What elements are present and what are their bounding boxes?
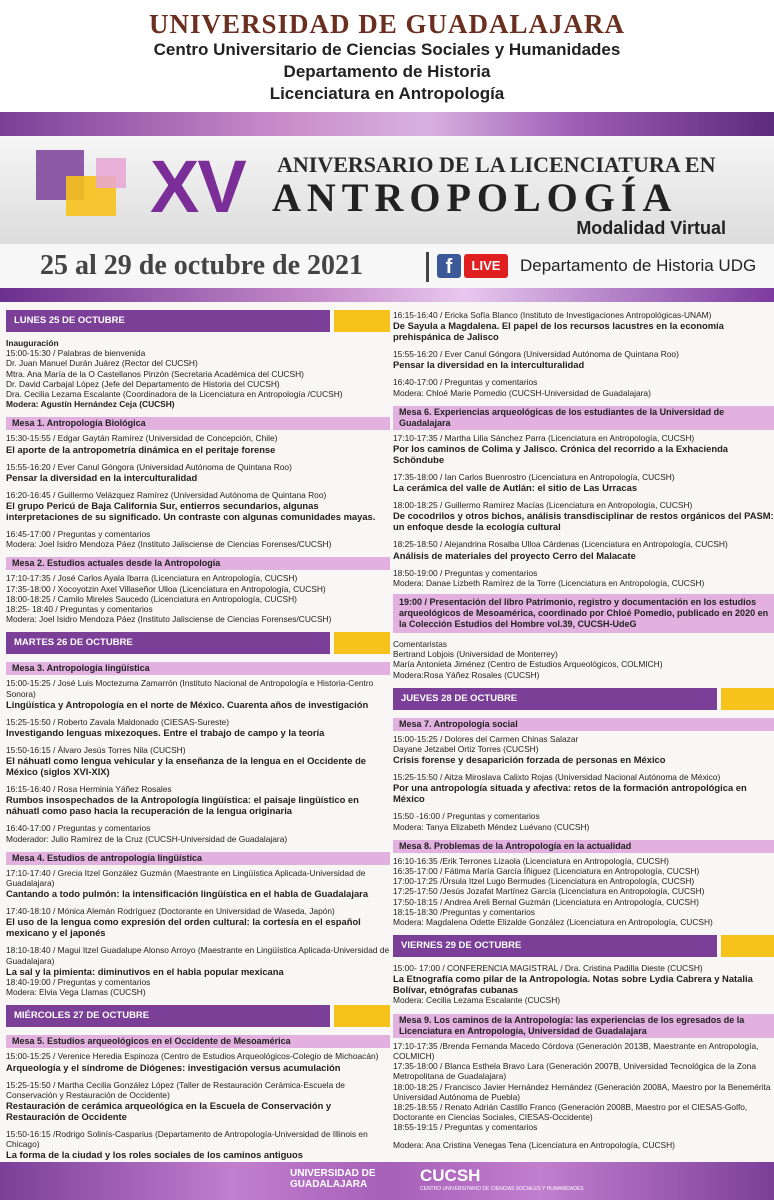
color-stripe-2 [0,288,774,302]
talk-speaker: 15:00-15:25 / Dolores del Carmen Chinas Salazar [393,733,579,744]
talk-title: Lingüística y Antropología en el norte de México. Cuarenta años de investigación [6,698,369,710]
commentators-label: Comentaristas [393,639,447,650]
talk-speaker: 15:25-15:50 / Martha Cecilia González López (Taller de Restauración Cerámica-Escuela de Conservación y Restauración de Occidente) [6,1079,345,1100]
talk-speaker: 17:35-18:00 / Ian Carlos Buenrostro (Licenciatura en Antropología, CUCSH) [393,472,675,483]
talk-title: Crisis forense y desaparición forzada de personas en México [393,754,666,766]
day-header: MARTES 26 DE OCTUBRE [6,632,330,654]
banner-line-3: Modalidad Virtual [576,218,726,238]
moderator-line: Modera: Chloé Marie Pomedio (CUCSH-Universidad de Guadalajara) [393,387,651,398]
mesa-header: Mesa 3. Antropología lingüística [6,662,390,675]
talk-speaker: 17:35-18:00 / Blanca Esthela Bravo Lara (Generación 2007B, Universidad Tecnológica de la Zona Metropolitana de Guadalajara) [393,1061,756,1082]
keynote-line: 15:00- 17:00 / CONFERENCIA MAGISTRAL / Dra. Cristina Padilla Dieste (CUCSH) [393,963,703,974]
inaug-line: Dr. David Carbajal López (Jefe del Departamento de Historia del CUCSH) [6,378,280,389]
pink-square [96,158,126,188]
date-band [0,244,774,288]
inaug-line: Dra. Cecilia Lezama Escalante (Coordinadora de la Licenciatura en Antropología /CUCSH) [6,389,343,400]
talk-speaker: 17:40-18:10 / Mónica Alemán Rodríguez (Doctorante en Universidad de Waseda, Japón) [6,906,335,917]
facebook-page-name[interactable]: Departamento de Historia UDG [520,256,757,275]
moderator-line: Modera: Tanya Elizabeth Méndez Luévano (CUCSH) [393,821,590,832]
qa-line: 18:50-19:00 / Preguntas y comentarios [393,567,538,578]
talk-title: Análisis de materiales del proyecto Cerro del Malacate [393,549,636,561]
talk-title: La cerámica del valle de Autlán: el sitio de Las Urracas [393,482,638,494]
divider [426,252,429,282]
day-header: LUNES 25 DE OCTUBRE [6,310,330,332]
talk-speaker: 16:15-16:40 / Ericka Sofía Blanco (Instituto de Investigaciones Antropológicas-UNAM) [393,310,712,320]
talk-speaker: 18:10-18:40 / Magui Itzel Guadalupe Alonso Arroyo (Maestrante en Lingüística Aplicada-Universidad de Guadalajara) [6,945,390,966]
moderator-line: Modera: Joel Isidro Mendoza Páez (Instituto Jalisciense de Ciencias Forenses/CUCSH) [6,614,332,625]
talk-title: De cocodrilos y otros bichos, análisis transdisciplinar de restos orgánicos del PASM: un enfoque desde la ecología cultural [393,510,774,533]
university-title: UNIVERSIDAD DE GUADALAJARA [148,9,626,39]
mesa-header: Mesa 2. Estudios actuales desde la Antropología [6,557,390,570]
banner-line-2: ANTROPOLOGÍA [272,175,678,220]
talk-speaker: 18:00-18:25 / Camilo Mireles Saucedo (Licenciatura en Antropología, CUCSH) [6,593,297,604]
talk-title: Arqueología y el síndrome de Diógenes: investigación versus acumulación [6,1061,341,1073]
talk-speaker: 18:25-18:55 / Renato Adrián Castillo Franco (Generación 2008B, Maestro por el CIESAS-Golfo, Doctorante en Ciencias Sociales, CIESAS-Occidente) [393,1101,748,1123]
moderator-line: Moderador: Julio Ramírez de la Cruz (CUCSH-Universidad de Guadalajara) [6,833,288,844]
talk-speaker: 15:50-16:15 / Álvaro Jesús Torres Nila (CUCSH) [6,745,186,756]
moderator-line: Modera: Danae Lizbeth Ramírez de la Torre (Licenciatura en Antropología, CUCSH) [393,577,705,588]
talk-speaker: 15:00-15:25 / Verenice Heredia Espinoza (Centro de Estudios Arqueológicos-Colegio de Michoacán) [6,1051,379,1062]
qa-line: 18:25- 18:40 / Preguntas y comentarios [6,604,153,615]
inaug-title: Inauguración [6,338,59,348]
talk-title: Investigando lenguas mixezoques. Entre el trabajo de campo y la teoría [6,727,325,739]
moderator-line: Modera: Magdalena Odette Elizalde González (Licenciatura en Antropología, CUCSH) [393,917,713,928]
talk-speaker: 16:10-16:35 /Erik Terrones Lizaola (Licenciatura en Antropología, CUCSH) [393,855,669,866]
qa-line: 18:40-19:00 / Preguntas y comentarios [6,976,151,987]
moderator-line: Modera: Cecilia Lezama Escalante (CUCSH) [393,995,561,1006]
live-badge[interactable]: LIVE [464,254,508,278]
mesa-header: Mesa 7. Antropología social [393,718,774,731]
program-title: Licenciatura en Antropología [269,84,505,103]
inaug-line: Modera: Agustín Hernández Ceja (CUCSH) [6,399,175,410]
talk-speaker: Dayane Jetzabel Ortiz Torres (CUCSH) [393,744,539,755]
cucsh-logo [420,1166,584,1192]
inaug-line: Dr. Juan Manuel Durán Juárez (Rector del CUCSH) [6,358,198,369]
talk-speaker: 18:00-18:25 / Guillermo Ramírez Macías (Licenciatura en Antropología, CUCSH) [393,500,693,511]
talk-speaker: 15:30-15:55 / Edgar Gaytán Ramírez (Universidad de Concepción, Chile) [6,433,278,444]
moderator-line: Modera: Ana Cristina Venegas Tena (Licenciatura en Antropología, CUCSH) [393,1139,675,1150]
talk-speaker: 17:50-18:15 / Andrea Areli Bernal Guzmán (Licenciatura en Antropología, CUCSH) [393,896,699,907]
talk-title: Restauración de cerámica arqueológica en la Escuela de Conservación y Restauración de Occidente [6,1099,332,1122]
talk-title: El náhuatl como lengua vehicular y la enseñanza de la lengua en el Occidente de México (siglos XVI-XIX) [6,755,367,778]
talk-speaker: 17:00-17:25 /Úrsula Itzel Lugo Bermudes (Licenciatura en Antropología, CUCSH) [393,876,695,887]
talk-speaker: 15:55-16:20 / Ever Canul Góngora (Universidad Autónoma de Quintana Roo) [393,349,679,360]
talk-speaker: 15:25-15:50 / Roberto Zavala Maldonado (CIESAS-Sureste) [6,716,229,727]
mesa-header: Mesa 8. Problemas de la Antropología en la actualidad [393,840,774,853]
mesa-header: Mesa 5. Estudios arqueológicos en el Occidente de Mesoamérica [6,1035,390,1048]
moderator-line: Modera:Rosa Yáñez Rosales (CUCSH) [393,669,540,680]
footer [0,1162,774,1200]
talk-speaker: 17:10-17:35 / Martha Lilia Sánchez Parra (Licenciatura en Antropología, CUCSH) [393,432,695,443]
talk-speaker: 15:25-15:50 / Aitza Miroslava Calixto Rojas (Universidad Nacional Autónoma de México) [393,772,721,783]
department-title: Departamento de Historia [283,62,491,81]
talk-title: Por los caminos de Colima y Jalisco. Crónica del recorrido a la Exhacienda Schöndube [393,443,729,466]
right-column [393,302,774,1150]
talk-speaker: 15:50-16:15 /Rodrigo Solinís-Casparius (Departamento de Antropología-Universidad de Illinois en Chicago) [6,1128,368,1150]
talk-speaker: 16:15-16:40 / Rosa Herminia Yáñez Rosales [6,784,172,795]
moderator-line: Modera: Joel Isidro Mendoza Páez (Instituto Jalisciense de Ciencias Forenses/CUCSH) [6,539,332,550]
talk-title: Rumbos insospechados de la Antropología lingüística: el paisaje lingüístico en náhuatl como paso hacia la recuperación de la lengua originaria [6,794,359,817]
talk-title: La forma de la ciudad y los roles sociales de los caminos antiguos [6,1149,303,1161]
keynote-title: La Etnografía como pilar de la Antropología. Notas sobre Lydia Cabrera y Natalia Bolívar, etnógrafas cubanas [393,973,753,996]
talk-title: De Sayula a Magdalena. El papel de los recursos lacustres en la economía prehispánica de Jalisco [393,320,724,343]
mesa-header: Mesa 4. Estudios de antropología lingüística [6,852,390,865]
talk-speaker: 15:00-15:25 / José Luis Moctezuma Zamarrón (Instituto Nacional de Antropología e Historia-Centro Sonora) [6,678,374,699]
cucsh-logo-text: CUCSH [420,1166,481,1185]
udg-logo [290,1168,376,1190]
inaug-line: 15:00-15:30 / Palabras de bienvenida [6,348,146,359]
mesa-header: Mesa 1. Antropología Biológica [6,417,390,430]
talk-speaker: 16:35-17:00 / Fátima María García Íñiguez (Licenciatura en Antropología, CUCSH) [393,866,700,877]
qa-line: 18:55-19:15 / Preguntas y comentarios [393,1122,538,1133]
qa-line: 16:40-17:00 / Preguntas y comentarios [393,377,538,388]
moderator-line: Modera: Elvia Vega Llamas (CUCSH) [6,987,146,998]
book-presentation: 19:00 / Presentación del libro Patrimonio, registro y documentación en los estudios arqueológicos de Mesoamérica, coordinado por Chloé Pomedio, publicado en 2020 en la Colección Estudios del Hombre vol.39, CUCSH-UdeG [393,594,774,633]
talk-speaker: 16:20-16:45 / Guillermo Velázquez Ramírez (Universidad Autónoma de Quintana Roo) [6,489,327,500]
talk-speaker: 15:55-16:20 / Ever Canul Góngora (Universidad Autónoma de Quintana Roo) [6,461,292,472]
talk-speaker: 18:25-18:50 / Alejandrina Rosalba Ulloa Cárdenas (Licenciatura en Antropología, CUCSH) [393,539,728,550]
mesa-header: Mesa 6. Experiencias arqueológicas de los estudiantes de la Universidad de Guadalajara [393,406,774,430]
talk-speaker: 17:10-17:35 /Brenda Fernanda Macedo Córdova (Generación 2013B, Maestrante en Antropología, COLMICH) [393,1040,759,1061]
talk-title: Pensar la diversidad en la interculturalidad [6,471,198,483]
commentator: Bertrand Lobjois (Universidad de Monterrey) [393,649,558,660]
talk-title: Por una antropología situada y afectiva: retos de la formación antropológica en México [393,782,747,805]
mesa-header: Mesa 9. Los caminos de la Antropología: las experiencias de los egresados de la Licenciatura en Antropología, Universidad de Guadalajara [393,1014,774,1038]
event-date: 25 al 29 de octubre de 2021 [40,250,364,281]
talk-title: El aporte de la antropometría dinámica en el peritaje forense [6,443,276,455]
talk-speaker: 17:35-18:00 / Xocoyotzin Axel Villaseñor Ulloa (Licenciatura en Antropología, CUCSH) [6,583,326,594]
talk-title: La sal y la pimienta: diminutivos en el habla popular mexicana [6,965,284,977]
color-stripe [0,112,774,138]
talk-speaker: 17:10-17:40 / Grecia Itzel González Guzmán (Maestrante en Lingüística Aplicada-Universidad de Guadalajara) [6,867,366,889]
talk-title: Cantando a todo pulmón: la intensificación lingüística en el habla de Guadalajara [6,888,369,900]
talk-speaker: 18:00-18:25 / Francisco Javier Hernández Hernández (Generación 2008A, Maestro por la Benemérita Universidad Autónoma de Puebla) [393,1081,771,1102]
qa-line: 15:50 -16:00 / Preguntas y comentarios [393,811,540,822]
day-header: MIÉRCOLES 27 DE OCTUBRE [6,1005,330,1027]
udg-logo-line: GUADALAJARA [290,1179,368,1190]
qa-line: 16:45-17:00 / Preguntas y comentarios [6,529,151,540]
talk-title: El grupo Pericú de Baja California Sur, entierros secundarios, algunas interpretaciones de su significado. Un contraste con algunas comunidades mayas. [6,500,376,523]
talk-speaker: 17:25-17:50 /Jesús Jozafat Martínez García (Licenciatura en Antropología, CUCSH) [393,886,705,897]
event-banner [0,136,774,244]
qa-line: 18:15-18:30 /Preguntas y comentarios [393,906,535,917]
day-header: VIERNES 29 DE OCTUBRE [393,935,717,957]
banner-line-1: ANIVERSARIO DE LA LICENCIATURA EN [277,152,716,177]
facebook-icon[interactable]: f [437,254,461,278]
header [0,0,774,114]
day-header: JUEVES 28 DE OCTUBRE [393,688,717,710]
commentator: María Antonieta Jiménez (Centro de Estudios Arqueológicos, COLMICH) [393,659,663,670]
udg-logo-line: UNIVERSIDAD DE [290,1168,376,1179]
cucsh-logo-subtext: CENTRO UNIVERSITARIO DE CIENCIAS SOCIALES Y HUMANIDADES [420,1186,584,1192]
talk-speaker: 17:10-17:35 / José Carlos Ayala Ibarra (Licenciatura en Antropología, CUCSH) [6,573,298,584]
talk-title: El uso de la lengua como expresión del orden cultural: la cortesía en el español mexicano y el japonés [6,916,361,939]
left-column [6,302,390,1160]
qa-line: 16:40-17:00 / Preguntas y comentarios [6,823,151,834]
xv-numeral: XV [150,145,245,228]
talk-title: Pensar la diversidad en la interculturalidad [393,359,585,371]
center-title: Centro Universitario de Ciencias Sociales y Humanidades [153,40,621,59]
inaug-line: Mtra. Ana María de la O Castellanos Pinzón (Secretaria Académica del CUCSH) [6,368,304,379]
